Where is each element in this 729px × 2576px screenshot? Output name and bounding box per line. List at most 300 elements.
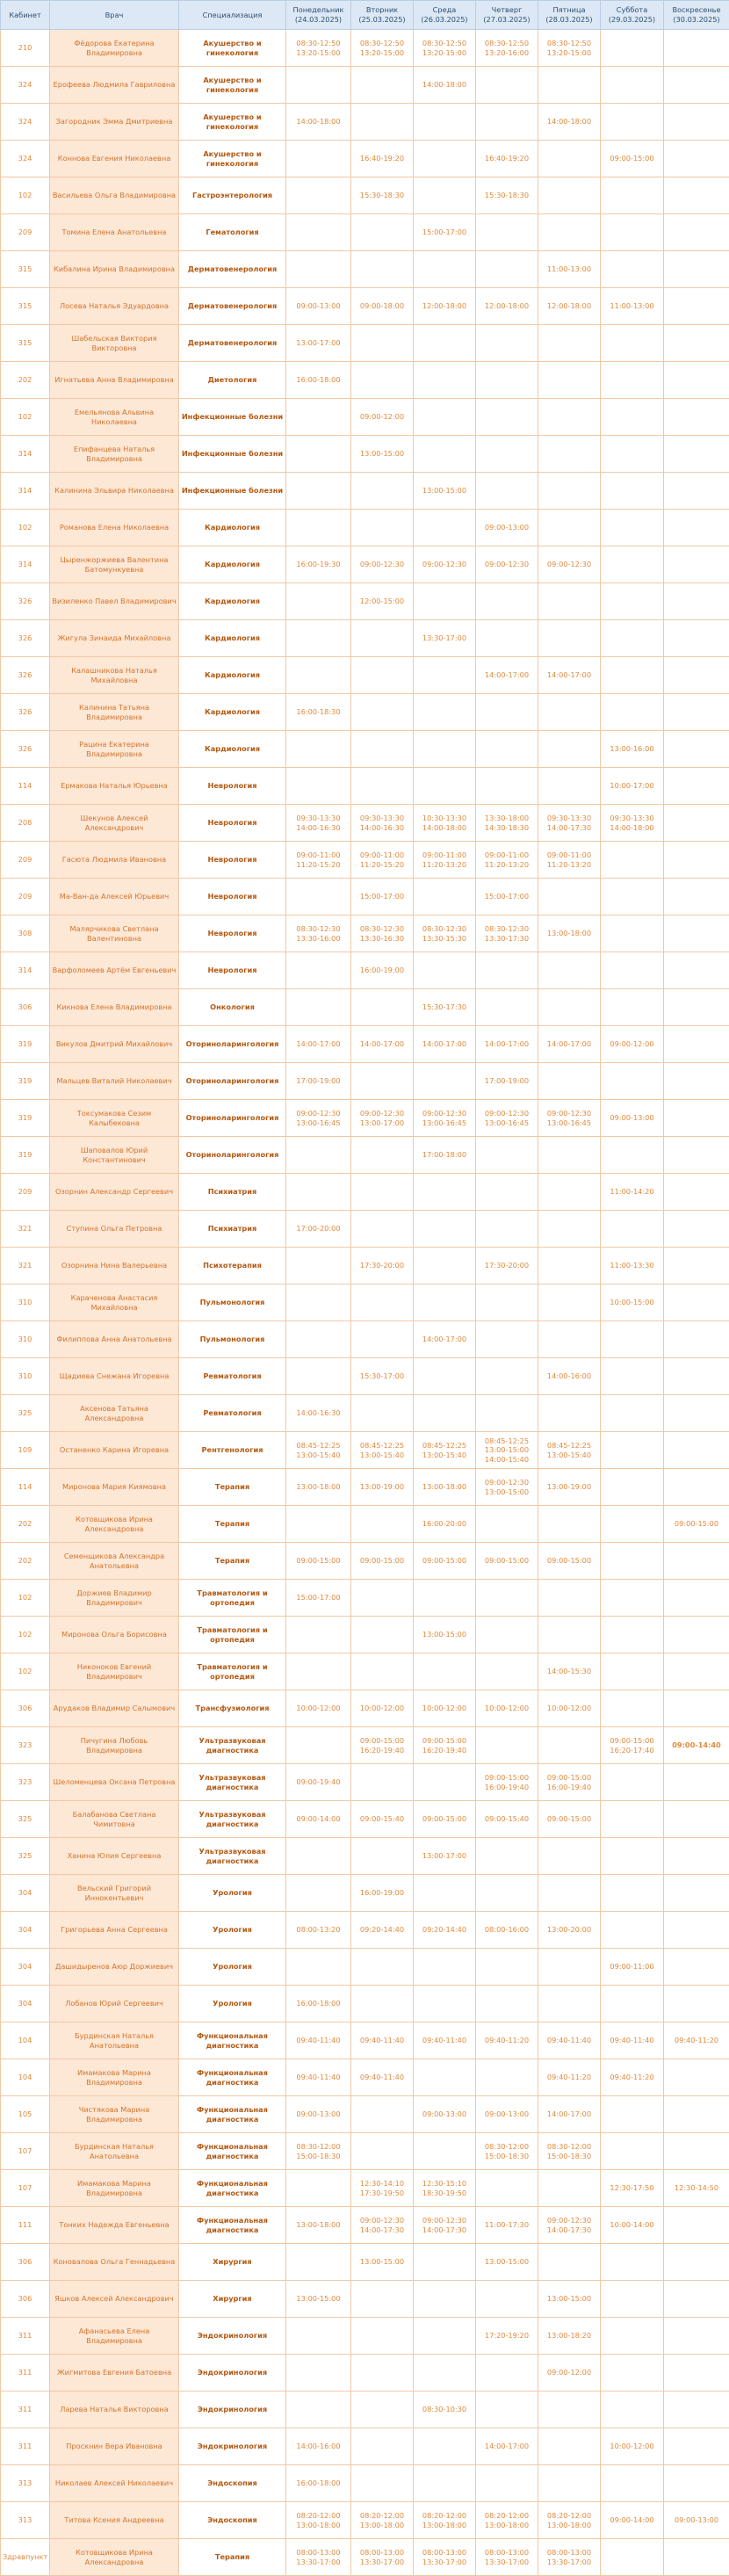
monday-cell: [286, 1838, 351, 1875]
tuesday-cell: 13:00-19:00: [351, 1469, 414, 1506]
specialization-cell: Инфекционные болезни: [179, 399, 286, 436]
doctor-cell: Ермакова Наталья Юрьевна: [50, 768, 179, 805]
sunday-cell: [664, 1653, 729, 1690]
monday-cell: 09:00-11:00 11:20-15:20: [286, 842, 351, 879]
saturday-cell: [601, 1801, 664, 1838]
table-row: [1, 1838, 729, 1875]
specialization-cell: Травматология и ортопедия: [179, 1580, 286, 1617]
specialization-cell: Оториноларингология: [179, 1100, 286, 1137]
monday-cell: [286, 1506, 351, 1543]
thursday-cell: [476, 1875, 538, 1912]
table-row: [1, 2022, 729, 2059]
wednesday-cell: 14:00-17:00: [414, 1026, 476, 1063]
specialization-cell: Эндокринология: [179, 2391, 286, 2428]
saturday-cell: [601, 2391, 664, 2428]
cabinet-cell: 202: [1, 1506, 50, 1543]
thursday-cell: [476, 2170, 538, 2207]
friday-cell: [538, 2428, 601, 2465]
sunday-cell: [664, 2539, 729, 2576]
friday-cell: [538, 1506, 601, 1543]
table-row: [1, 657, 729, 694]
table-row: [1, 2207, 729, 2244]
wednesday-cell: [414, 2355, 476, 2391]
sunday-cell: [664, 362, 729, 399]
specialization-cell: Неврология: [179, 952, 286, 989]
friday-cell: [538, 879, 601, 915]
friday-cell: [538, 952, 601, 989]
monday-cell: 09:00-15:00: [286, 1543, 351, 1580]
monday-cell: [286, 2244, 351, 2281]
monday-cell: 08:00-13:00 13:30-17:00: [286, 2539, 351, 2576]
sunday-cell: 09:00-15:00: [664, 1506, 729, 1543]
friday-cell: 09:00-12:00: [538, 2355, 601, 2391]
wednesday-cell: [414, 362, 476, 399]
monday-cell: 17:00-20:00: [286, 1211, 351, 1248]
thursday-cell: [476, 2465, 538, 2502]
tuesday-cell: [351, 1949, 414, 1986]
saturday-cell: [601, 1469, 664, 1506]
cabinet-cell: 104: [1, 2059, 50, 2096]
friday-cell: 14:00-16:00: [538, 1358, 601, 1395]
table-row: [1, 1469, 729, 1506]
wednesday-cell: [414, 1358, 476, 1395]
friday-cell: [538, 731, 601, 768]
tuesday-cell: [351, 1137, 414, 1174]
thursday-cell: [476, 731, 538, 768]
table-row: [1, 1986, 729, 2022]
tuesday-cell: [351, 2428, 414, 2465]
sunday-cell: [664, 177, 729, 214]
wednesday-cell: 08:30-12:30 13:30-15:30: [414, 915, 476, 952]
table-row: [1, 1100, 729, 1137]
thursday-cell: 09:00-13:00: [476, 510, 538, 546]
thursday-cell: [476, 2281, 538, 2318]
wednesday-cell: [414, 104, 476, 141]
doctor-cell: Дашидыренов Аюр Доржиевич: [50, 1949, 179, 1986]
doctor-cell: Семенщикова Александра Анатольевна: [50, 1543, 179, 1580]
header-saturday: Суббота (29.03.2025): [601, 1, 664, 30]
friday-cell: 14:00-17:00: [538, 657, 601, 694]
sunday-cell: [664, 1469, 729, 1506]
monday-cell: [286, 1358, 351, 1395]
specialization-cell: Неврология: [179, 879, 286, 915]
thursday-cell: [476, 325, 538, 362]
saturday-cell: 09:00-11:00: [601, 1949, 664, 1986]
specialization-cell: Ультразвуковая диагностика: [179, 1838, 286, 1875]
wednesday-cell: [414, 177, 476, 214]
tuesday-cell: [351, 362, 414, 399]
cabinet-cell: 105: [1, 2096, 50, 2133]
cabinet-cell: 324: [1, 67, 50, 104]
table-row: [1, 2502, 729, 2539]
cabinet-cell: 209: [1, 842, 50, 879]
specialization-cell: Психиатрия: [179, 1211, 286, 1248]
wednesday-cell: [414, 1875, 476, 1912]
cabinet-cell: 202: [1, 1543, 50, 1580]
saturday-cell: [601, 1986, 664, 2022]
sunday-cell: [664, 989, 729, 1026]
thursday-cell: 09:00-12:30 13:00-16:45: [476, 1100, 538, 1137]
specialization-cell: Кардиология: [179, 510, 286, 546]
sunday-cell: [664, 1358, 729, 1395]
doctor-cell: Кибалина Ирина Владимировна: [50, 251, 179, 288]
doctor-cell: Шеломенцева Оксана Петровна: [50, 1764, 179, 1801]
doctor-cell: Рацина Екатерина Владимировна: [50, 731, 179, 768]
tuesday-cell: [351, 2391, 414, 2428]
saturday-cell: [601, 620, 664, 657]
doctor-cell: Малярчикова Светлана Валентиновна: [50, 915, 179, 952]
specialization-cell: Терапия: [179, 1469, 286, 1506]
thursday-cell: 11:00-17:30: [476, 2207, 538, 2244]
thursday-cell: [476, 1617, 538, 1653]
monday-cell: 09:30-13:30 14:00-16:30: [286, 805, 351, 842]
friday-cell: 09:00-15:00: [538, 1543, 601, 1580]
monday-cell: 13:00-18:00: [286, 1469, 351, 1506]
monday-cell: [286, 473, 351, 510]
monday-cell: 14:00-16:30: [286, 1395, 351, 1432]
doctor-cell: Имамакова Марина Владимировна: [50, 2059, 179, 2096]
sunday-cell: [664, 2355, 729, 2391]
thursday-cell: 08:00-16:00: [476, 1912, 538, 1949]
sunday-cell: [664, 1580, 729, 1617]
monday-cell: [286, 989, 351, 1026]
saturday-cell: 11:00-13:30: [601, 1248, 664, 1284]
thursday-cell: [476, 1949, 538, 1986]
friday-cell: 08:30-12:50 13:20-15:00: [538, 30, 601, 67]
monday-cell: 09:00-19:40: [286, 1764, 351, 1801]
sunday-cell: [664, 2465, 729, 2502]
monday-cell: [286, 657, 351, 694]
friday-cell: 09:00-12:30 13:00-16:45: [538, 1100, 601, 1137]
monday-cell: [286, 1137, 351, 1174]
cabinet-cell: 311: [1, 2428, 50, 2465]
tuesday-cell: [351, 1395, 414, 1432]
thursday-cell: 15:00-17:00: [476, 879, 538, 915]
specialization-cell: Эндоскопия: [179, 2465, 286, 2502]
table-row: [1, 1653, 729, 1690]
doctor-cell: Никоноков Евгений Владимирович: [50, 1653, 179, 1690]
monday-cell: [286, 1284, 351, 1321]
specialization-cell: Онкология: [179, 989, 286, 1026]
specialization-cell: Инфекционные болезни: [179, 473, 286, 510]
table-row: [1, 1764, 729, 1801]
cabinet-cell: 102: [1, 510, 50, 546]
cabinet-cell: 313: [1, 2465, 50, 2502]
sunday-cell: [664, 251, 729, 288]
wednesday-cell: 13:00-17:00: [414, 1838, 476, 1875]
doctor-cell: Миронова Мария Киямовна: [50, 1469, 179, 1506]
wednesday-cell: 15:30-17:30: [414, 989, 476, 1026]
doctor-cell: Цыренжоржиева Валентина Батомункуевна: [50, 546, 179, 583]
table-row: [1, 436, 729, 473]
table-row: [1, 1617, 729, 1653]
thursday-cell: 13:30-18:00 14:30-18:30: [476, 805, 538, 842]
cabinet-cell: 326: [1, 620, 50, 657]
doctor-cell: Пичугина Любовь Владимировна: [50, 1727, 179, 1764]
table-row: [1, 1875, 729, 1912]
saturday-cell: [601, 1875, 664, 1912]
specialization-cell: Кардиология: [179, 620, 286, 657]
doctor-cell: Арудаков Владимир Салымович: [50, 1690, 179, 1727]
wednesday-cell: 09:00-12:30 14:00-17:30: [414, 2207, 476, 2244]
table-body: [1, 30, 729, 2576]
cabinet-cell: 323: [1, 1764, 50, 1801]
saturday-cell: [601, 879, 664, 915]
specialization-cell: Ревматология: [179, 1358, 286, 1395]
thursday-cell: 08:30-12:30 13:30-17:30: [476, 915, 538, 952]
tuesday-cell: [351, 1986, 414, 2022]
wednesday-cell: [414, 2059, 476, 2096]
specialization-cell: Функциональная диагностика: [179, 2096, 286, 2133]
friday-cell: 09:40-11:20: [538, 2059, 601, 2096]
sunday-cell: [664, 2059, 729, 2096]
table-row: [1, 1137, 729, 1174]
friday-cell: [538, 1727, 601, 1764]
thursday-cell: [476, 436, 538, 473]
specialization-cell: Эндокринология: [179, 2318, 286, 2355]
thursday-cell: 12:00-18:00: [476, 288, 538, 325]
sunday-cell: [664, 620, 729, 657]
friday-cell: [538, 399, 601, 436]
monday-cell: 08:30-12:30 13:30-16:00: [286, 915, 351, 952]
thursday-cell: 09:40-11:20: [476, 2022, 538, 2059]
doctor-cell: Ступина Ольга Петровна: [50, 1211, 179, 1248]
tuesday-cell: [351, 1838, 414, 1875]
doctor-cell: Жигула Зинаида Михайловна: [50, 620, 179, 657]
thursday-cell: 09:00-15:40: [476, 1801, 538, 1838]
thursday-cell: [476, 1358, 538, 1395]
friday-cell: [538, 1284, 601, 1321]
cabinet-cell: 306: [1, 2281, 50, 2318]
thursday-cell: [476, 1838, 538, 1875]
monday-cell: [286, 214, 351, 251]
wednesday-cell: 14:00-17:00: [414, 1321, 476, 1358]
thursday-cell: 08:00-13:00 13:30-17:00: [476, 2539, 538, 2576]
specialization-cell: Оториноларингология: [179, 1026, 286, 1063]
friday-cell: [538, 1211, 601, 1248]
specialization-cell: Кардиология: [179, 694, 286, 731]
monday-cell: 10:00-12:00: [286, 1690, 351, 1727]
doctor-cell: Озорнин Александр Сергеевич: [50, 1174, 179, 1211]
thursday-cell: 17:20-19:20: [476, 2318, 538, 2355]
doctor-cell: Чистякова Марина Владимировна: [50, 2096, 179, 2133]
doctor-cell: Епифанцева Наталья Владимировна: [50, 436, 179, 473]
tuesday-cell: [351, 214, 414, 251]
friday-cell: 09:00-15:00 16:00-19:40: [538, 1764, 601, 1801]
wednesday-cell: [414, 2281, 476, 2318]
table-row: [1, 1321, 729, 1358]
tuesday-cell: 09:00-12:30: [351, 546, 414, 583]
cabinet-cell: 319: [1, 1137, 50, 1174]
table-row: [1, 1248, 729, 1284]
monday-cell: [286, 731, 351, 768]
doctor-cell: Котовщикова Ирина Александровна: [50, 1506, 179, 1543]
tuesday-cell: [351, 1653, 414, 1690]
friday-cell: [538, 141, 601, 177]
doctor-cell: Бурдинская Наталья Анатольевна: [50, 2022, 179, 2059]
thursday-cell: 16:40-19:20: [476, 141, 538, 177]
table-row: [1, 362, 729, 399]
doctor-cell: Караченова Анастасия Михайловна: [50, 1284, 179, 1321]
saturday-cell: [601, 2096, 664, 2133]
specialization-cell: Гастроэнтерология: [179, 177, 286, 214]
saturday-cell: [601, 2281, 664, 2318]
table-row: [1, 251, 729, 288]
tuesday-cell: [351, 620, 414, 657]
sunday-cell: [664, 1211, 729, 1248]
cabinet-cell: 324: [1, 141, 50, 177]
specialization-cell: Акушерство и гинекология: [179, 104, 286, 141]
sunday-cell: [664, 1543, 729, 1580]
table-row: [1, 1284, 729, 1321]
table-row: [1, 1026, 729, 1063]
sunday-cell: [664, 915, 729, 952]
cabinet-cell: 326: [1, 583, 50, 620]
cabinet-cell: 209: [1, 214, 50, 251]
doctor-cell: Калинина Эльвира Николаевна: [50, 473, 179, 510]
cabinet-cell: 324: [1, 104, 50, 141]
table-row: [1, 2059, 729, 2096]
saturday-cell: [601, 1617, 664, 1653]
saturday-cell: 10:00-15:00: [601, 1284, 664, 1321]
sunday-cell: [664, 1063, 729, 1100]
saturday-cell: [601, 2244, 664, 2281]
friday-cell: 14:00-15:30: [538, 1653, 601, 1690]
saturday-cell: 13:00-16:00: [601, 731, 664, 768]
tuesday-cell: [351, 1580, 414, 1617]
thursday-cell: [476, 1137, 538, 1174]
cabinet-cell: 104: [1, 2022, 50, 2059]
tuesday-cell: [351, 2355, 414, 2391]
header-row: [1, 1, 729, 30]
doctor-cell: Ма-Ван-да Алексей Юрьевич: [50, 879, 179, 915]
cabinet-cell: 304: [1, 1949, 50, 1986]
monday-cell: [286, 141, 351, 177]
wednesday-cell: [414, 1764, 476, 1801]
sunday-cell: 12:30-14:50: [664, 2170, 729, 2207]
wednesday-cell: 09:00-12:30: [414, 546, 476, 583]
saturday-cell: [601, 1912, 664, 1949]
tuesday-cell: [351, 2281, 414, 2318]
monday-cell: [286, 510, 351, 546]
tuesday-cell: [351, 325, 414, 362]
thursday-cell: [476, 1395, 538, 1432]
tuesday-cell: 08:30-12:30 13:30-16:30: [351, 915, 414, 952]
doctor-cell: Останенко Карина Игоревна: [50, 1432, 179, 1469]
doctor-cell: Коновалова Ольга Геннадьевна: [50, 2244, 179, 2281]
doctor-cell: Емельянова Альвина Николаевна: [50, 399, 179, 436]
specialization-cell: Неврология: [179, 768, 286, 805]
friday-cell: [538, 67, 601, 104]
cabinet-cell: 102: [1, 1617, 50, 1653]
doctor-cell: Лосева Наталья Эдуардовна: [50, 288, 179, 325]
specialization-cell: Урология: [179, 1912, 286, 1949]
friday-cell: 08:00-13:00 13:30-17:00: [538, 2539, 601, 2576]
header-thursday: Четверг (27.03.2025): [476, 1, 538, 30]
wednesday-cell: [414, 1395, 476, 1432]
sunday-cell: 09:00-14:40: [664, 1727, 729, 1764]
friday-cell: [538, 694, 601, 731]
sunday-cell: [664, 1912, 729, 1949]
cabinet-cell: 102: [1, 1653, 50, 1690]
tuesday-cell: [351, 473, 414, 510]
thursday-cell: [476, 2391, 538, 2428]
monday-cell: [286, 1174, 351, 1211]
thursday-cell: 09:00-12:30: [476, 546, 538, 583]
tuesday-cell: 08:20-12:00 13:00-18:00: [351, 2502, 414, 2539]
thursday-cell: 08:45-12:25 13:00-15:00 14:00-15:40: [476, 1432, 538, 1469]
table-row: [1, 2244, 729, 2281]
wednesday-cell: 09:00-12:30 13:00-16:45: [414, 1100, 476, 1137]
saturday-cell: 11:00-13:00: [601, 288, 664, 325]
saturday-cell: [601, 436, 664, 473]
tuesday-cell: [351, 104, 414, 141]
specialization-cell: Терапия: [179, 1543, 286, 1580]
saturday-cell: [601, 1764, 664, 1801]
tuesday-cell: [351, 1321, 414, 1358]
thursday-cell: 14:00-17:00: [476, 657, 538, 694]
thursday-cell: 14:00-17:00: [476, 1026, 538, 1063]
friday-cell: 09:00-12:30 14:00-17:30: [538, 2207, 601, 2244]
friday-cell: 13:00-18:20: [538, 2318, 601, 2355]
saturday-cell: [601, 325, 664, 362]
cabinet-cell: 306: [1, 1690, 50, 1727]
sunday-cell: [664, 1986, 729, 2022]
doctor-cell: Викулов Дмитрий Михайлович: [50, 1026, 179, 1063]
sunday-cell: [664, 731, 729, 768]
monday-cell: 09:00-14:00: [286, 1801, 351, 1838]
doctor-cell: Ерофеева Людмила Гавриловна: [50, 67, 179, 104]
monday-cell: 08:00-13:20: [286, 1912, 351, 1949]
saturday-cell: 09:00-14:00: [601, 2502, 664, 2539]
cabinet-cell: 107: [1, 2133, 50, 2170]
table-row: [1, 546, 729, 583]
wednesday-cell: [414, 1653, 476, 1690]
tuesday-cell: [351, 2133, 414, 2170]
specialization-cell: Терапия: [179, 2539, 286, 2576]
wednesday-cell: [414, 325, 476, 362]
saturday-cell: [601, 67, 664, 104]
tuesday-cell: 12:30-14:10 17:30-19:50: [351, 2170, 414, 2207]
sunday-cell: [664, 1174, 729, 1211]
friday-cell: [538, 1063, 601, 1100]
monday-cell: 16:00-18:30: [286, 694, 351, 731]
specialization-cell: Урология: [179, 1949, 286, 1986]
saturday-cell: [601, 1211, 664, 1248]
table-row: [1, 620, 729, 657]
friday-cell: [538, 1580, 601, 1617]
friday-cell: [538, 510, 601, 546]
table-row: [1, 30, 729, 67]
saturday-cell: [601, 1506, 664, 1543]
header-wednesday: Среда (26.03.2025): [414, 1, 476, 30]
table-row: [1, 1580, 729, 1617]
monday-cell: [286, 620, 351, 657]
cabinet-cell: 325: [1, 1801, 50, 1838]
wednesday-cell: 09:00-11:00 11:20-13:20: [414, 842, 476, 879]
cabinet-cell: 315: [1, 251, 50, 288]
thursday-cell: [476, 1174, 538, 1211]
cabinet-cell: 304: [1, 1875, 50, 1912]
friday-cell: 13:00-20:00: [538, 1912, 601, 1949]
tuesday-cell: [351, 251, 414, 288]
thursday-cell: [476, 1727, 538, 1764]
cabinet-cell: 210: [1, 30, 50, 67]
friday-cell: [538, 620, 601, 657]
cabinet-cell: 310: [1, 1358, 50, 1395]
wednesday-cell: 12:30-15:10 18:30-19:50: [414, 2170, 476, 2207]
doctor-cell: Лобанов Юрий Сергеевич: [50, 1986, 179, 2022]
